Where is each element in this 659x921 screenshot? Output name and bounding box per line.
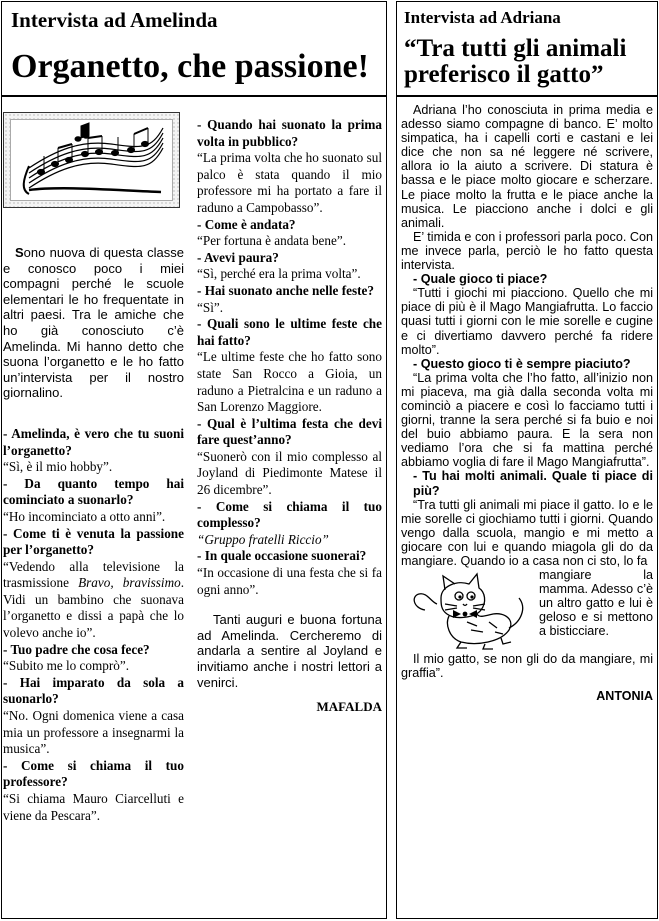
question: - Come è andata? — [197, 216, 296, 232]
left-article-closing: Tanti auguri e buona fortuna ad Amelinda. Cercheremo di andarla a sentire al Joyland e invitiamo anche i nostri lettori a venirci. — [197, 612, 382, 690]
question: - Hai suonato anche nelle feste? — [197, 282, 374, 298]
question: - In quale occasione suonerai? — [197, 548, 367, 564]
right-article-intro-1: Adriana l’ho conosciuta in prima media e adesso siamo compagne di banco. E’ molto simpatica, ha i capelli corti e castani e lei dice che non sa né leggere né scrivere, allora io la aiuto a scrivere. Di statura è bassa e le piace molto giocare e scherzare. Le piace molto la frutta e le piace anche la musica. Le piacciono anche i dolci e gli animali. — [401, 103, 653, 230]
question: - Avevi paura? — [197, 249, 279, 265]
left-article-header — [1, 1, 387, 96]
question: - Hai imparato da sola a suonarlo? — [3, 674, 184, 707]
question: - Da quanto tempo hai cominciato a suonarlo? — [3, 475, 184, 508]
question: - Quali sono le ultime feste che hai fatto? — [197, 316, 382, 348]
question: - Come ti è venuta la passione per l’organetto? — [3, 525, 184, 558]
answer-wrap-text: mangiare la mamma. Adesso c’è un altro gatto e lui è geloso e si mettono a bisticciare. — [539, 568, 653, 639]
right-article-headline: “Tra tutti gli animali preferisco il gatto” — [404, 35, 627, 89]
intro-drop-cap: S — [15, 245, 24, 260]
answer: “Sì, perché era la prima volta”. — [197, 266, 361, 282]
answer: “No. Ogni domenica viene a casa mia un professore a insegnarmi la musica”. — [3, 708, 184, 757]
question: - Amelinda, è vero che tu suoni l’organetto? — [3, 425, 184, 458]
answer: “Tutti i giochi mi piacciono. Quello che mi piace di più è il Mago Mangiafrutta. Lo faccio quasi tutti i giorni con le mie sorelle e cugine e ci divertiamo davvero perché fa ridere molto”. — [401, 286, 653, 357]
right-article-intro-2: E’ timida e con i professori parla poco. Con me invece parla, perciò le ho fatto questa intervista. — [401, 229, 653, 273]
left-article-column-1 — [3, 245, 184, 824]
left-article-column-2 — [197, 117, 382, 716]
answer: “Per fortuna è andata bene”. — [197, 233, 347, 249]
cartoon-cat-icon — [405, 568, 535, 652]
cat-wrap-block — [401, 568, 653, 652]
answer: “Si chiama Mauro Ciarcelluti e viene da Pescara”. — [3, 791, 184, 823]
question: - Questo gioco ti è sempre piaciuto? — [413, 356, 631, 371]
answer: “Tra tutti gli animali mi piace il gatto. Io e le mie sorelle ci giochiamo tutti i giorni. Quando vengo dalla scuola, mangio e mi metto a giocare con lui e quando miagola gli do da mangiare. Quando io a casa non ci sto, lo fa — [401, 497, 653, 568]
answer: “Le ultime feste che ho fatto sono state San Rocco a Gioia, un raduno a Pietralcina e un raduno a San Lorenzo Maggiore. — [197, 349, 382, 415]
answer: “Vedendo alla televisione la trasmissione Bravo, bravissimo. Vidi un bambino che suonava l’organetto e dissi a papà che lo volevo anche io”. — [3, 558, 184, 641]
question: - Tuo padre che cosa fece? — [3, 641, 150, 657]
left-article-intro — [3, 245, 184, 401]
answer: “Ho incominciato a otto anni”. — [3, 508, 166, 524]
intro-text: ono nuova di questa classe e conosco poco i miei compagni perché le scuole elementari le ho frequentate in altri paesi. Tra le amiche che ho già conosciuto c’è Amelinda. Mi hanno detto che suona l’organetto e le ho fatto un’intervista per il nostro giornalino. — [3, 245, 184, 401]
question: - Quando hai suonato la prima volta in pubblico? — [197, 117, 382, 149]
left-article-kicker: Intervista ad Amelinda — [11, 8, 218, 32]
right-article-signature: ANTONIA — [596, 689, 653, 704]
music-notes-staff-icon — [3, 112, 180, 208]
right-article-column — [401, 103, 653, 703]
answer: “La prima volta che l’ho fatto, all’inizio non mi piaceva, ma già dalla seconda volta mi cominciò a piacere e così lo facciamo tutti i giorni, tranne la sera perché si fa buio e noi del buio abbiamo paura. E la sera non vediamo l’ora che si fa mattina perché abbiamo voglia di fare il Mago Mangiafrutta”. — [401, 370, 653, 470]
answer: “Gruppo fratelli Riccio” — [197, 531, 329, 547]
answer-end: Il mio gatto, se non gli do da mangiare, mi graffia”. — [401, 652, 653, 681]
answer: “Sì”. — [197, 299, 224, 315]
question: - Quale gioco ti piace? — [413, 272, 548, 287]
question: - Come si chiama il tuo complesso? — [197, 498, 382, 531]
question: - Qual è l’ultima festa che devi fare quest’anno? — [197, 415, 382, 448]
left-article-headline: Organetto, che passione! — [11, 48, 369, 85]
right-article-kicker: Intervista ad Adriana — [404, 8, 561, 27]
question: - Come si chiama il tuo professore? — [3, 757, 184, 790]
question: - Tu hai molti animali. Quale ti piace di più? — [413, 469, 653, 498]
answer: “La prima volta che ho suonato sul palco è stata quando il mio professore mi ha portato a fare il raduno a Campobasso”. — [197, 150, 382, 215]
answer: “Sì, è il mio hobby”. — [3, 459, 113, 475]
left-article-signature: MAFALDA — [316, 699, 382, 715]
qa-list-column-1 — [3, 426, 184, 824]
answer: “Suonerò con il mio complesso al Joyland di Piedimonte Matese il 26 dicembre”. — [197, 448, 382, 498]
answer: “In occasione di una festa che si fa ogni anno”. — [197, 565, 382, 597]
answer: “Subito me lo comprò”. — [3, 658, 129, 674]
right-article-header — [396, 1, 658, 96]
